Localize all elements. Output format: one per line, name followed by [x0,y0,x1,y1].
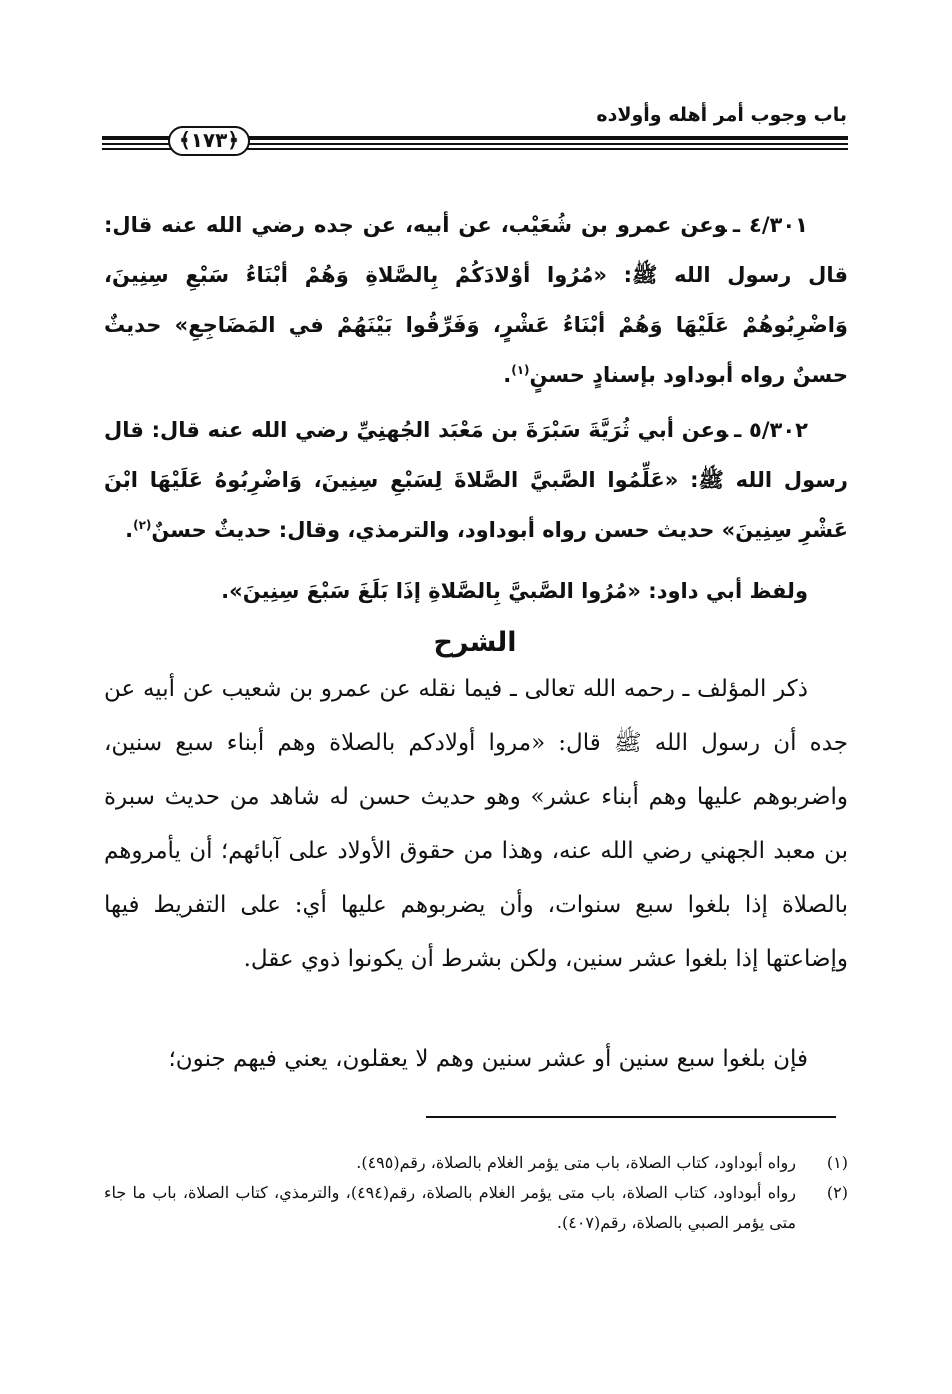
page-number: ﴿١٧٣﴾ [168,126,250,156]
section-title: الشرح [433,627,517,658]
footnotes [104,1148,848,1238]
commentary-paragraph: فإن بلغوا سبع سنين أو عشر سنين وهم لا يعقلون، يعني فيهم جنون؛ [168,1046,808,1072]
footnote-ref: (٢) [133,518,152,532]
running-title: باب وجوب أمر أهله وأولاده [596,104,847,126]
footnote [104,1148,848,1178]
hadith-text: ولفظ أبي داود: «مُرُوا الصَّبيَّ بِالصَّلاةِ إذَا بَلَغَ سَبْعَ سِنِينَ». [221,579,808,603]
footnote-number: (٢) [826,1183,848,1202]
commentary-paragraph: ذكر المؤلف ـ رحمه الله تعالى ـ فيما نقله عن عمرو بن شعيب عن أبيه عن جده أن رسول الله ﷺ قال: «مروا أولادكم بالصلاة وهم أبناء سبع سنين، واضربوهم عليها وهم أبناء عشر» وهو حديث حسن له شاهد من حديث سبرة بن معبد الجهني رضي الله عنه، وهذا من حقوق الأولاد على آبائهم؛ أن يأمروهم بالصلاة إذا بلغوا سبع سنوات، وأن يضربوهم عليها أي: على التفريط فيها وإضاعتها إذا بلغوا عشر سنين، ولكن بشرط أن يكونوا ذوي عقل. [104,676,848,972]
hadith-text: وعن أبي ثُرَيَّةَ سَبْرَةَ بن مَعْبَد الجُهنِيِّ رضي الله عنه قال: قال رسول الله ﷺ: «عَلِّمُوا الصَّبيَّ الصَّلاةَ لِسَبْعِ سِنِينَ، وَاضْرِبُوهُ عَلَيْهَا ابْنَ عَشْرِ سِنِينَ» حديث حسن رواه أبوداود، والترمذي، وقال: حديثٌ حسنٌ [104,418,848,542]
hadith-end: . [503,363,512,387]
hadith-301 [104,200,848,400]
hadith-number: ٥/٣٠٢ ـ [734,418,808,442]
hadith-text: وعن عمرو بن شُعَيْب، عن أبيه، عن جده رضي الله عنه قال: قال رسول الله ﷺ: «مُرُوا أوْلادَكُمْ بِالصَّلاةِ وَهُمْ أبْنَاءُ سَبْعِ سِنِينَ، وَاضْرِبُوهُمْ عَلَيْهَا وَهُمْ أبْنَاءُ عَشْرٍ، وَفَرِّقُوا بَيْنَهُمْ في المَضَاجِعِ» حديثٌ حسنٌ رواه أبوداود بإسنادٍ حسنٍ [104,213,848,387]
hadith-abudawud-wording [104,566,848,616]
footnote-ref: (١) [511,363,530,377]
header-rule [102,126,848,156]
footnote [104,1178,848,1238]
footnote-separator [426,1116,836,1118]
hadith-302 [104,405,848,555]
footnote-text: رواه أبوداود، كتاب الصلاة، باب متى يؤمر الغلام بالصلاة، رقم(٤٩٤)، والترمذي، كتاب الصلاة، باب ما جاء متى يؤمر الصبي بالصلاة، رقم(٤٠٧). [104,1183,796,1232]
hadith-end: . [125,518,134,542]
hadith-number: ٤/٣٠١ ـ [732,213,808,237]
footnote-text: رواه أبوداود، كتاب الصلاة، باب متى يؤمر الغلام بالصلاة، رقم(٤٩٥). [356,1153,796,1172]
footnote-number: (١) [826,1153,848,1172]
